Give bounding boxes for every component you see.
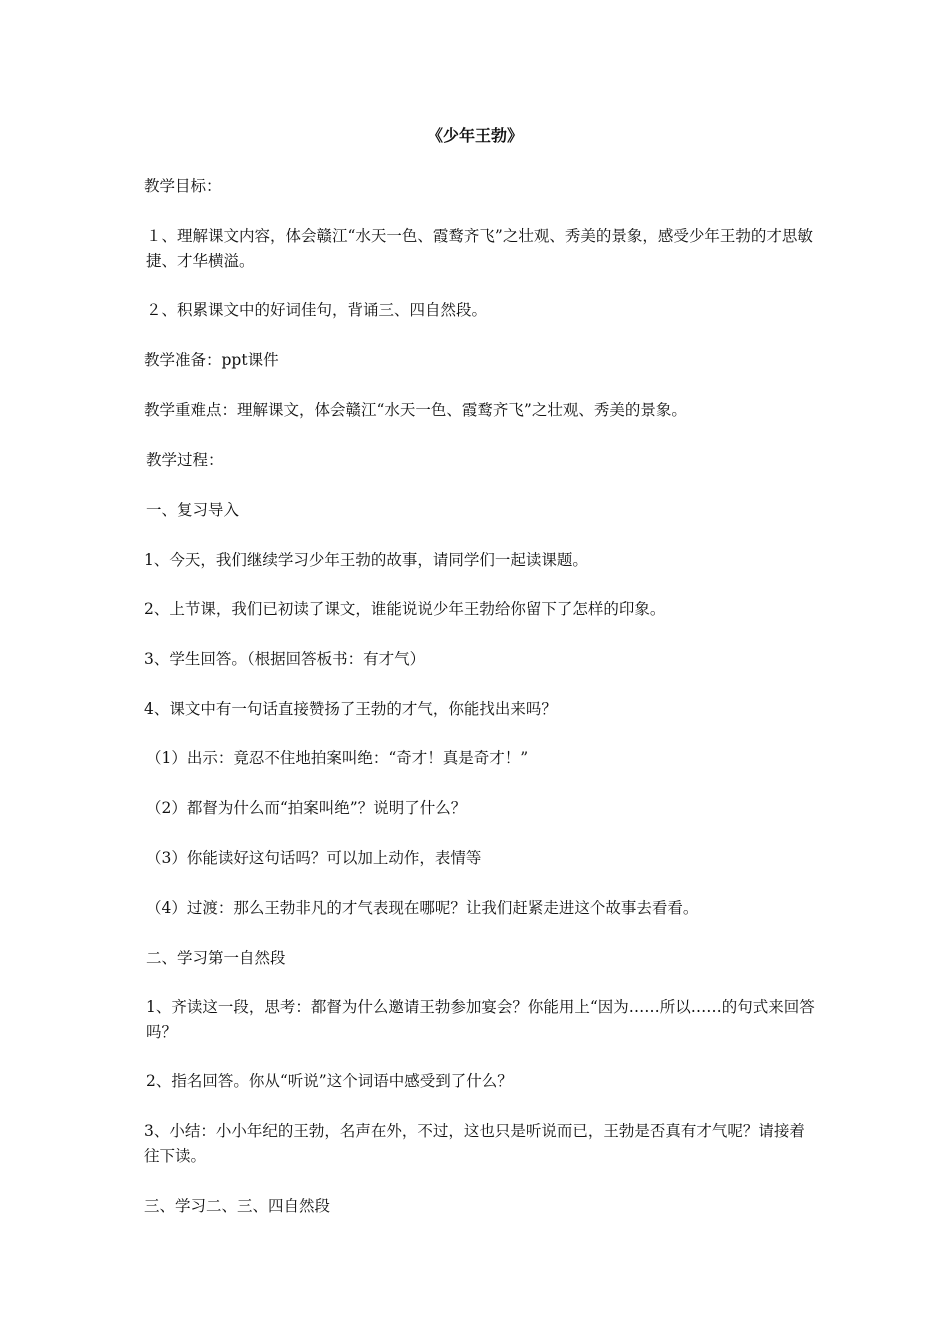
paragraph-section2-step-2: 2、指名回答。你从“听说”这个词语中感受到了什么？ [146,1072,513,1090]
paragraph-process-heading: 教学过程： [146,451,224,469]
paragraph-step-2: 2、上节课，我们已初读了课文，谁能说说少年王勃给你留下了怎样的印象。 [144,600,666,618]
section-heading-review: 一、复习导入 [146,501,240,519]
paragraph-substep-3: （3）你能读好这句话吗？可以加上动作，表情等 [146,849,482,867]
paragraph-substep-2: （2）都督为什么而“拍案叫绝”？说明了什么？ [146,799,467,817]
paragraph-step-4: 4、课文中有一句话直接赞扬了王勃的才气，你能找出来吗？ [144,700,557,718]
paragraph-substep-1: （1）出示：竟忍不住地拍案叫绝：“奇才！真是奇才！” [146,749,529,767]
paragraph-goal-1: １、理解课文内容，体会赣江“水天一色、霞鹜齐飞”之壮观、秀美的景象，感受少年王勃的才思敏捷、才华横溢。 [146,227,813,270]
document-title: 《少年王勃》 [426,126,523,145]
section-heading-paragraph-one: 二、学习第一自然段 [146,949,286,967]
paragraph-preparation: 教学准备：ppt课件 [144,351,279,369]
paragraph-key-points: 教学重难点：理解课文，体会赣江“水天一色、霞鹜齐飞”之壮观、秀美的景象。 [144,401,687,419]
section-heading-paragraphs-two-to-four: 三、学习二、三、四自然段 [144,1197,331,1215]
paragraph-section2-summary: 3、小结：小小年纪的王勃，名声在外，不过，这也只是听说而已，王勃是否真有才气呢？请接着往下读。 [144,1122,805,1165]
paragraph-step-3: 3、学生回答。（根据回答板书：有才气） [144,650,426,668]
paragraph-substep-4: （4）过渡：那么王勃非凡的才气表现在哪呢？让我们赶紧走进这个故事去看看。 [146,899,699,917]
paragraph-step-1: 1、今天，我们继续学习少年王勃的故事，请同学们一起读课题。 [144,551,588,569]
paragraph-section2-step-1: 1、齐读这一段，思考：都督为什么邀请王勃参加宴会？你能用上“因为……所以……的句式来回答吗？ [146,998,815,1041]
paragraph-teaching-goals-heading: 教学目标： [144,177,222,195]
paragraph-goal-2: ２、积累课文中的好词佳句，背诵三、四自然段。 [146,301,488,319]
